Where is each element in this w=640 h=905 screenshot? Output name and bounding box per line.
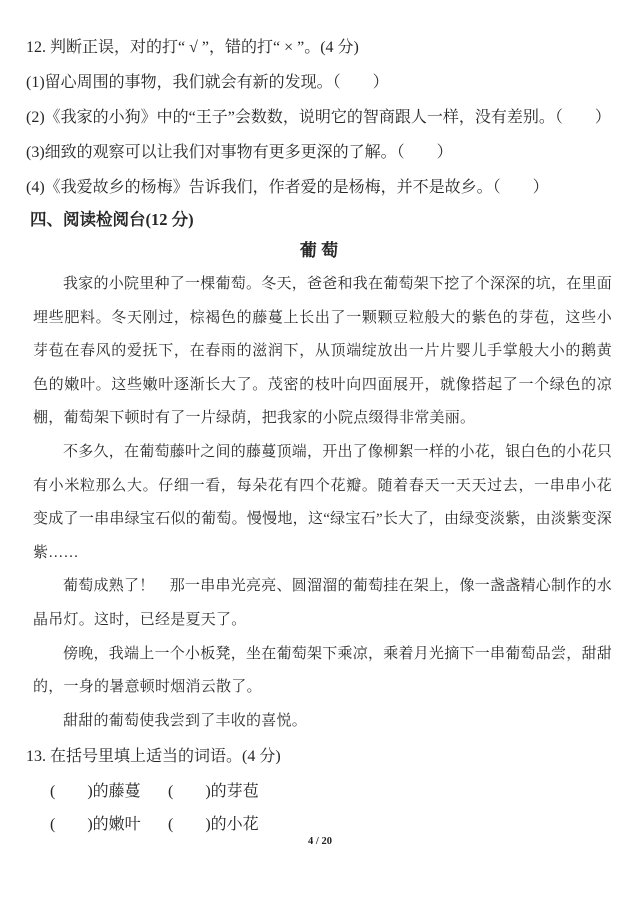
- question-12-item-3: (3)细致的观察可以让我们对事物有更多更深的了解。（ ）: [26, 144, 453, 161]
- question-12-item-4: (4)《我爱故乡的杨梅》告诉我们，作者爱的是杨梅，并不是故乡。（ ）: [26, 179, 549, 196]
- passage-paragraph-2: 不多久，在葡萄藤叶之间的藤蔓顶端，开出了像柳絮一样的小花，银白色的小花只有小米粒那么大。仔细一看，每朵花有四个花瓣。随着春天一天天过去，一串串小花变成了一串串绿宝石似的葡萄。慢慢地，这“绿宝石”长大了，由绿变淡紫，由淡紫变深紫……: [33, 443, 613, 561]
- question-13-blank-2: ( )的芽苞: [168, 783, 259, 801]
- page-number: 4 / 20: [308, 836, 332, 847]
- question-12-item-1: (1)留心周围的事物，我们就会有新的发现。（ ）: [26, 74, 389, 91]
- passage-paragraph-5: 甜甜的葡萄使我尝到了丰收的喜悦。: [63, 712, 308, 729]
- question-13-blank-4: ( )的小花: [168, 816, 259, 834]
- question-12-title: 12. 判断正误，对的打“ √ ”，错的打“ × ”。(4 分): [26, 39, 359, 56]
- passage-title: 葡 萄: [299, 241, 339, 260]
- passage-paragraph-4: 傍晚，我端上一个小板凳，坐在葡萄架下乘凉，乘着月光摘下一串葡萄品尝，甜甜的，一身的暑意顿时烟消云散了。: [33, 645, 613, 696]
- passage-paragraph-1: 我家的小院里种了一棵葡萄。冬天，爸爸和我在葡萄架下挖了个深深的坑，在里面埋些肥料。冬天刚过，棕褐色的藤蔓上长出了一颗颗豆粒般大的紫色的芽苞，这些小芽苞在春风的爱抚下，在春雨的滋润下，从顶端绽放出一片片婴儿手掌般大小的鹅黄色的嫩叶。这些嫩叶逐渐长大了。茂密的枝叶向四面展开，就像搭起了一个绿色的凉棚，葡萄架下顿时有了一片绿荫，把我家的小院点缀得非常美丽。: [33, 276, 613, 427]
- question-12: [26, 30, 612, 205]
- passage-paragraph-3: 葡萄成熟了！ 那一串串光亮亮、圆溜溜的葡萄挂在架上，像一盏盏精心制作的水晶吊灯。这时，已经是夏天了。: [33, 578, 613, 628]
- reading-passage: [26, 234, 612, 738]
- question-13: [26, 738, 612, 841]
- question-13-title: 13. 在括号里填上适当的词语。(4 分): [26, 748, 281, 766]
- question-12-item-2: (2)《我家的小狗》中的“王子”会数数，说明它的智商跟人一样，没有差别。（ ）: [26, 109, 611, 126]
- question-13-blank-3: ( )的嫩叶: [50, 816, 141, 834]
- section-4-heading: 四、阅读检阅台(12 分): [30, 210, 194, 229]
- question-13-blank-1: ( )的藤蔓: [50, 783, 141, 801]
- question-13-row-1: [26, 775, 612, 808]
